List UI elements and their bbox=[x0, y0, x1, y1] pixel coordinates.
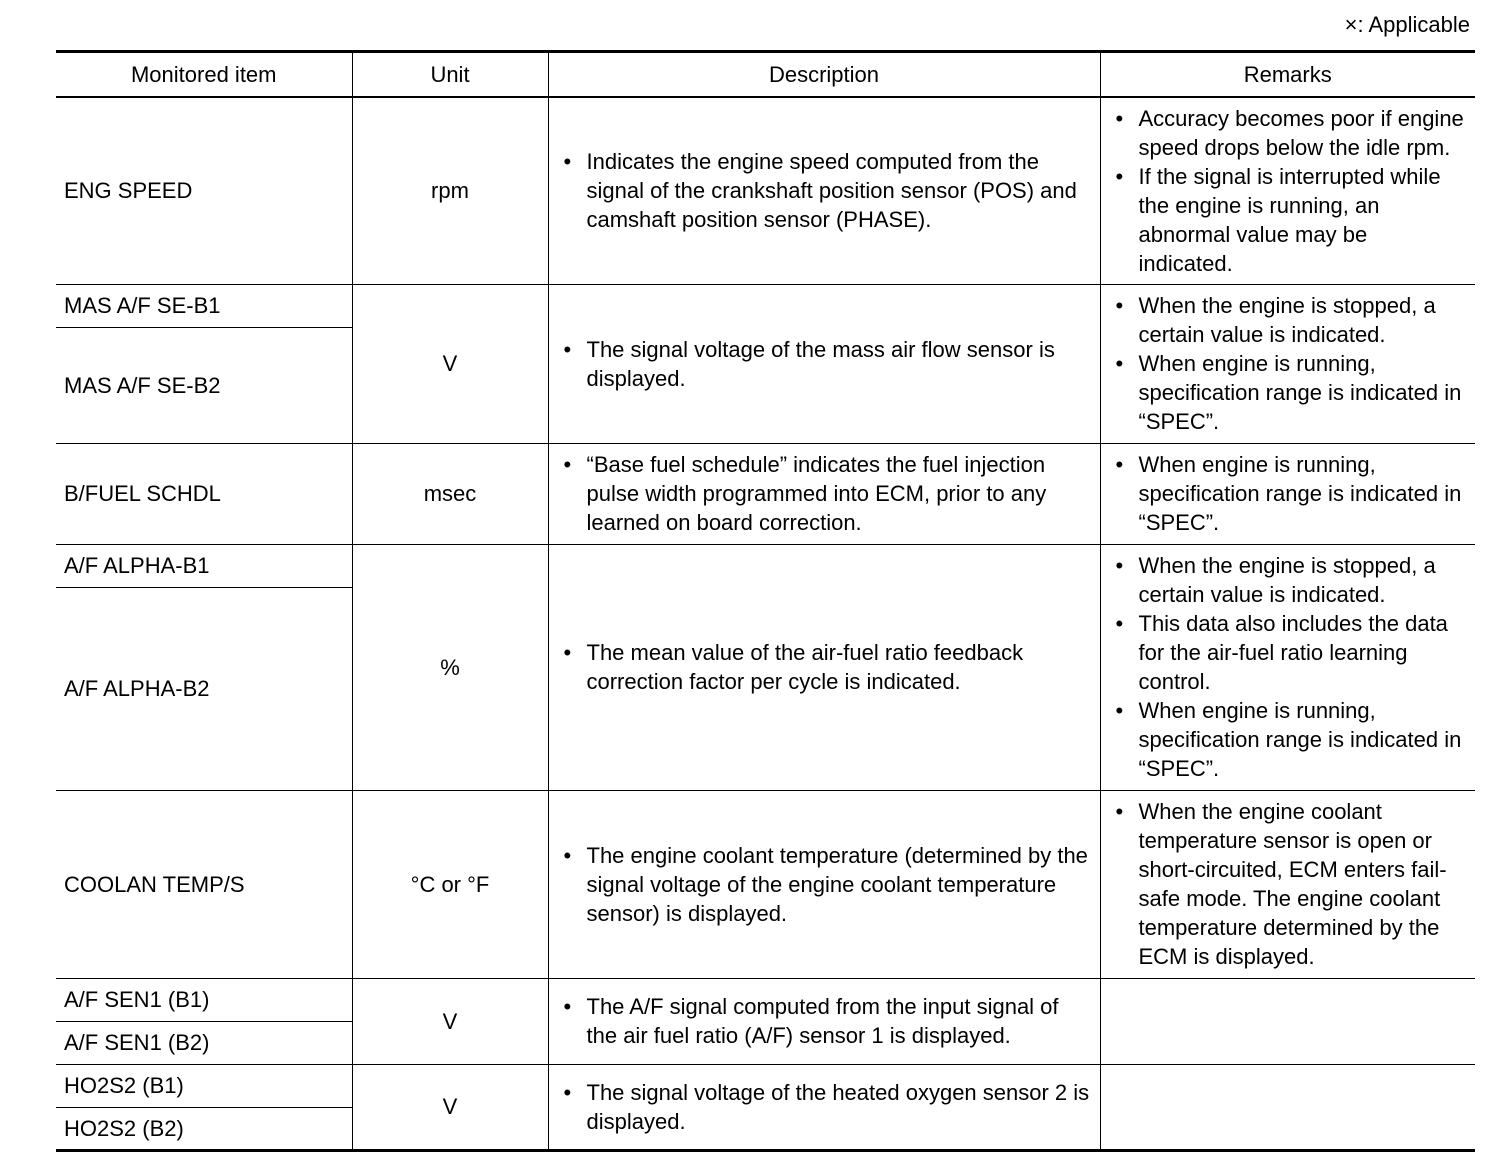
table-row bbox=[56, 1064, 1475, 1107]
description-cell bbox=[548, 443, 1100, 544]
description-cell bbox=[548, 1064, 1100, 1150]
unit-cell: V bbox=[352, 978, 548, 1064]
monitor-items-table bbox=[56, 50, 1475, 1152]
description-list bbox=[557, 335, 1092, 393]
monitored-item-cell: MAS A/F SE-B1 bbox=[56, 284, 352, 327]
monitored-item-cell: A/F ALPHA-B2 bbox=[56, 587, 352, 790]
remarks-cell bbox=[1100, 978, 1475, 1064]
remark-list bbox=[1109, 450, 1468, 537]
description-cell bbox=[548, 544, 1100, 790]
remarks-cell bbox=[1100, 443, 1475, 544]
unit-cell: V bbox=[352, 284, 548, 443]
description-bullet: • The signal voltage of the mass air flow sensor is displayed. bbox=[557, 335, 1092, 393]
remarks-cell bbox=[1100, 1064, 1475, 1150]
remarks-cell bbox=[1100, 97, 1475, 284]
remark-list bbox=[1109, 551, 1468, 783]
remark-bullet: • When engine is running, specification range is indicated in “SPEC”. bbox=[1109, 349, 1468, 436]
applicable-legend: ×: Applicable bbox=[1344, 12, 1470, 37]
table-row bbox=[56, 978, 1475, 1021]
remark-bullet: • When engine is running, specification range is indicated in “SPEC”. bbox=[1109, 450, 1468, 537]
description-list bbox=[557, 638, 1092, 696]
header-unit: Unit bbox=[352, 52, 548, 98]
monitored-item-cell: A/F ALPHA-B1 bbox=[56, 544, 352, 587]
monitored-item-cell: A/F SEN1 (B2) bbox=[56, 1021, 352, 1064]
monitored-item-cell: COOLAN TEMP/S bbox=[56, 790, 352, 978]
remark-list bbox=[1109, 104, 1468, 278]
remark-bullet: • When the engine coolant temperature sensor is open or short-circuited, ECM enters fail-safe mode. The engine coolant temperature determined by the ECM is displayed. bbox=[1109, 797, 1468, 971]
header-row bbox=[56, 52, 1475, 98]
unit-cell: °C or °F bbox=[352, 790, 548, 978]
description-bullet: • “Base fuel schedule” indicates the fuel injection pulse width programmed into ECM, prior to any learned on board correction. bbox=[557, 450, 1092, 537]
monitored-item-cell: MAS A/F SE-B2 bbox=[56, 327, 352, 443]
description-cell bbox=[548, 790, 1100, 978]
header-description: Description bbox=[548, 52, 1100, 98]
description-list bbox=[557, 147, 1092, 234]
unit-cell: rpm bbox=[352, 97, 548, 284]
unit-cell: msec bbox=[352, 443, 548, 544]
table-row bbox=[56, 443, 1475, 544]
description-cell bbox=[548, 978, 1100, 1064]
table-row bbox=[56, 284, 1475, 327]
monitored-item-cell: HO2S2 (B1) bbox=[56, 1064, 352, 1107]
remark-list bbox=[1109, 797, 1468, 971]
description-bullet: • The mean value of the air-fuel ratio feedback correction factor per cycle is indicated. bbox=[557, 638, 1092, 696]
header-monitored-item: Monitored item bbox=[56, 52, 352, 98]
remark-list bbox=[1109, 291, 1468, 436]
description-bullet: • The signal voltage of the heated oxygen sensor 2 is displayed. bbox=[557, 1078, 1092, 1136]
monitored-item-cell: A/F SEN1 (B1) bbox=[56, 978, 352, 1021]
remark-bullet: • When the engine is stopped, a certain value is indicated. bbox=[1109, 551, 1468, 609]
monitored-item-cell: ENG SPEED bbox=[56, 97, 352, 284]
table-row bbox=[56, 97, 1475, 284]
description-cell bbox=[548, 284, 1100, 443]
description-bullet: • Indicates the engine speed computed from the signal of the crankshaft position sensor (POS) and camshaft position sensor (PHASE). bbox=[557, 147, 1092, 234]
unit-cell: % bbox=[352, 544, 548, 790]
remarks-cell bbox=[1100, 284, 1475, 443]
remark-bullet: • Accuracy becomes poor if engine speed drops below the idle rpm. bbox=[1109, 104, 1468, 162]
remark-bullet: • When the engine is stopped, a certain value is indicated. bbox=[1109, 291, 1468, 349]
remark-bullet: • When engine is running, specification range is indicated in “SPEC”. bbox=[1109, 696, 1468, 783]
description-list bbox=[557, 841, 1092, 928]
description-list bbox=[557, 992, 1092, 1050]
remarks-cell bbox=[1100, 790, 1475, 978]
description-cell bbox=[548, 97, 1100, 284]
remark-bullet: • This data also includes the data for the air-fuel ratio learning control. bbox=[1109, 609, 1468, 696]
description-bullet: • The engine coolant temperature (determined by the signal voltage of the engine coolant temperature sensor) is displayed. bbox=[557, 841, 1092, 928]
description-list bbox=[557, 450, 1092, 537]
table-row bbox=[56, 790, 1475, 978]
description-bullet: • The A/F signal computed from the input signal of the air fuel ratio (A/F) sensor 1 is displayed. bbox=[557, 992, 1092, 1050]
monitored-item-cell: B/FUEL SCHDL bbox=[56, 443, 352, 544]
description-list bbox=[557, 1078, 1092, 1136]
unit-cell: V bbox=[352, 1064, 548, 1150]
monitored-item-cell: HO2S2 (B2) bbox=[56, 1107, 352, 1150]
remarks-cell bbox=[1100, 544, 1475, 790]
table-row bbox=[56, 544, 1475, 587]
remark-bullet: • If the signal is interrupted while the engine is running, an abnormal value may be indicated. bbox=[1109, 162, 1468, 278]
header-remarks: Remarks bbox=[1100, 52, 1475, 98]
